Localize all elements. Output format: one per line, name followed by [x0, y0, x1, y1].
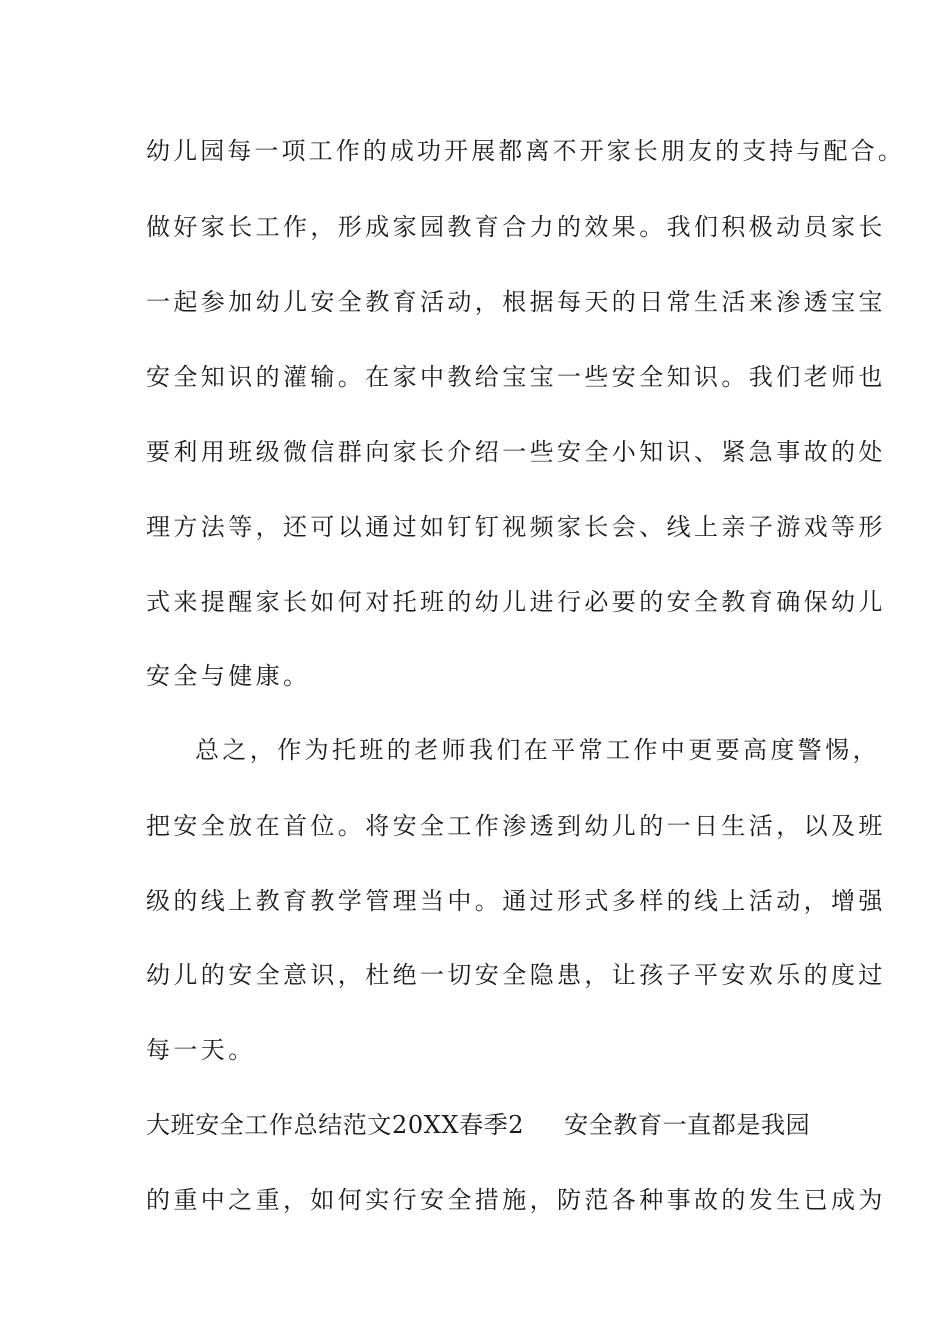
paragraph-line: 幼儿园每一项工作的成功开展都离不开家长朋友的支持与配合。	[146, 137, 905, 165]
paragraph-line: 式来提醒家长如何对托班的幼儿进行必要的安全教育确保幼儿	[146, 588, 886, 616]
section-heading-line	[146, 1110, 810, 1140]
paragraph-line: 级的线上教育教学管理当中。通过形式多样的线上活动，增强	[146, 887, 886, 915]
paragraph-line: 把安全放在首位。将安全工作渗透到幼儿的一日生活，以及班	[146, 812, 886, 840]
paragraph-line: 每一天。	[146, 1036, 256, 1064]
paragraph-start: 安全教育一直都是我园	[564, 1111, 811, 1139]
section-heading: 大班安全工作总结范文20XX春季2	[146, 1111, 525, 1139]
paragraph-line: 安全知识的灌输。在家中教给宝宝一些安全知识。我们老师也	[146, 363, 886, 391]
paragraph-line: 理方法等，还可以通过如钉钉视频家长会、线上亲子游戏等形	[146, 513, 886, 541]
paragraph-line: 的重中之重，如何实行安全措施，防范各种事故的发生已成为	[146, 1186, 886, 1214]
paragraph-line: 幼儿的安全意识，杜绝一切安全隐患，让孩子平安欢乐的度过	[146, 961, 886, 989]
paragraph-line: 要利用班级微信群向家长介绍一些安全小知识、紧急事故的处	[146, 438, 886, 466]
paragraph-line: 安全与健康。	[146, 662, 311, 690]
paragraph-line: 总之，作为托班的老师我们在平常工作中更要高度警惕，	[195, 736, 880, 764]
paragraph-line: 做好家长工作，形成家园教育合力的效果。我们积极动员家长	[146, 213, 886, 241]
paragraph-line: 一起参加幼儿安全教育活动，根据每天的日常生活来渗透宝宝	[146, 288, 886, 316]
